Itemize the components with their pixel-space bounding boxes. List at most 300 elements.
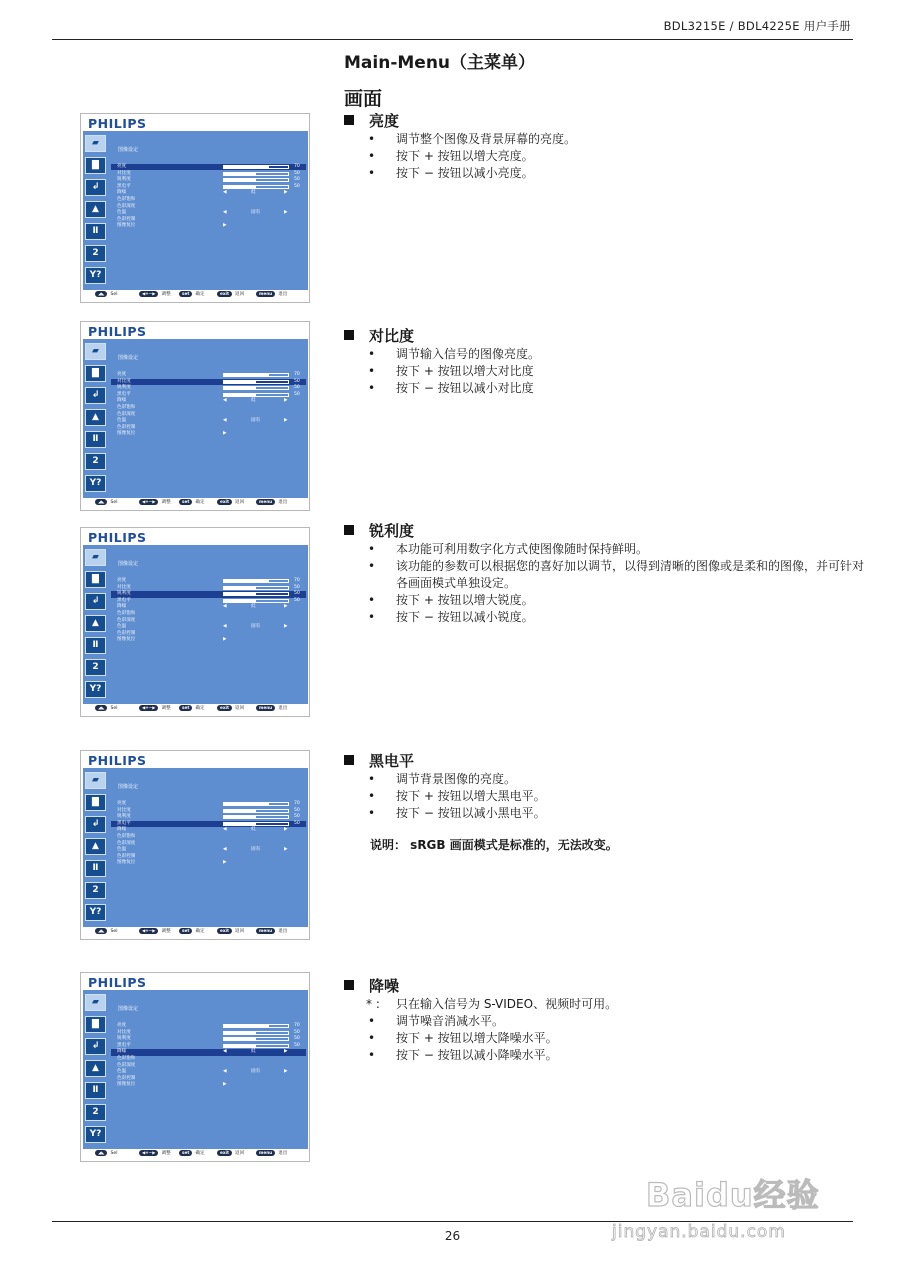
osd-menu-icon[interactable]: ▰	[85, 549, 106, 566]
osd-row[interactable]	[111, 611, 306, 617]
osd-row-label: 锐利度	[117, 814, 131, 820]
osd-panel-title: 图像设定	[118, 784, 139, 790]
osd-row[interactable]	[111, 418, 306, 424]
block-sharpness	[344, 520, 864, 626]
osd-level-fill	[224, 810, 256, 812]
osd-menu-icon[interactable]: ▲	[85, 409, 106, 426]
osd-menu-icon[interactable]: ▰	[85, 994, 106, 1011]
osd-row-label: 降噪	[117, 827, 127, 833]
osd-footer	[81, 497, 309, 509]
arrow-right-icon: ▶	[284, 604, 288, 610]
osd-row-label: 色彩深度	[117, 411, 136, 417]
osd-panel-title: 图像设定	[118, 355, 139, 361]
osd-row-label: 色温	[117, 624, 127, 630]
osd-menu-icon[interactable]: ▲	[85, 838, 106, 855]
list-item: • 按下 − 按钮以减小黑电平。	[344, 805, 864, 822]
block-noise-reduction	[344, 975, 864, 1064]
osd-level-fill	[224, 823, 256, 825]
osd-level-fill	[224, 173, 256, 175]
osd-key-label: 调整	[161, 706, 171, 711]
osd-row-label: 亮度	[117, 1023, 127, 1028]
osd-level-fill	[224, 587, 256, 589]
osd-menu-icon[interactable]: ↲	[85, 593, 106, 610]
osd-footer-key	[179, 705, 205, 711]
osd-level-bar	[223, 165, 289, 169]
osd-row[interactable]	[111, 1063, 306, 1069]
osd-row-label: 色彩控制	[117, 424, 136, 430]
osd-row[interactable]	[111, 171, 306, 177]
osd-key-badge: menu	[256, 705, 275, 711]
osd-key-badge: exit	[217, 928, 232, 934]
osd-menu-icon[interactable]: ▇	[85, 157, 106, 174]
osd-row-label: 黑电平	[117, 183, 131, 189]
osd-menu-icon[interactable]: 2	[85, 659, 106, 676]
osd-level-value: 50	[294, 814, 300, 820]
osd-footer-key	[256, 1150, 287, 1156]
osd-menu-icon[interactable]: Y?	[85, 475, 106, 492]
osd-key-badge: exit	[217, 705, 232, 711]
bullet-square-icon	[344, 525, 354, 535]
osd-level-fill	[224, 166, 269, 168]
arrow-right-icon: ▶	[223, 1082, 227, 1088]
osd-menu-icon[interactable]: ▰	[85, 135, 106, 152]
osd-row-label: 色温	[117, 418, 127, 424]
osd-footer	[81, 289, 309, 301]
arrow-right-icon: ▶	[284, 1049, 288, 1055]
osd-menu-icon[interactable]: Ⅱ	[85, 431, 106, 448]
osd-row-label: 色温	[117, 847, 127, 853]
osd-footer-key	[139, 705, 171, 711]
osd-key-badge: ◀+−▶	[139, 705, 158, 711]
osd-level-bar	[223, 815, 289, 819]
osd-footer-key	[95, 499, 117, 505]
arrow-left-icon: ◀	[223, 1069, 227, 1075]
osd-row[interactable]	[111, 431, 306, 437]
osd-row-label: 色彩饱和	[117, 611, 136, 616]
osd-key-label: 确定	[195, 706, 205, 711]
osd-footer-key	[256, 928, 287, 934]
osd-row-label: 对比度	[117, 807, 131, 813]
osd-panel-title: 图像设定	[118, 1006, 139, 1012]
osd-row[interactable]	[111, 405, 306, 411]
osd-menu-icon[interactable]: Ⅱ	[85, 1082, 106, 1099]
osd-menu-icon[interactable]: 2	[85, 1104, 106, 1121]
osd-choice-value: 低	[251, 398, 256, 404]
osd-key-label: 调整	[161, 1151, 171, 1156]
osd-row[interactable]	[111, 1036, 306, 1042]
osd-level-value: 70	[294, 164, 300, 169]
osd-row-label: 对比度	[117, 584, 131, 590]
osd-level-value: 50	[294, 807, 300, 813]
watermark-logo	[646, 1142, 861, 1220]
arrow-right-icon: ▶	[284, 847, 288, 853]
osd-row[interactable]	[111, 578, 306, 584]
osd-level-bar	[223, 586, 289, 590]
osd-footer-key	[217, 928, 244, 934]
osd-row-label: 色彩控制	[117, 853, 136, 859]
osd-row-label: 降噪	[117, 190, 127, 196]
osd-row-label: 黑电平	[117, 1042, 131, 1048]
osd-row[interactable]	[111, 591, 306, 597]
osd-footer-key	[256, 499, 287, 505]
block-title: 亮度	[369, 111, 400, 130]
osd-row[interactable]	[111, 385, 306, 391]
osd-key-label: 退出	[278, 929, 288, 934]
osd-footer-key	[95, 928, 117, 934]
osd-key-badge: menu	[256, 499, 275, 505]
osd-panel	[108, 131, 308, 290]
osd-choice-value: 固有	[251, 1069, 261, 1075]
osd-row-label: 对比度	[117, 378, 131, 384]
osd-row[interactable]	[111, 217, 306, 223]
block-black-level	[344, 750, 864, 853]
osd-sidebar	[83, 131, 108, 290]
osd-key-label: 返回	[234, 500, 245, 505]
osd-key-badge: ◢◣	[95, 1150, 107, 1156]
osd-level-fill	[224, 1038, 256, 1040]
osd-key-label: 返回	[234, 706, 245, 711]
osd-key-badge: menu	[256, 928, 275, 934]
osd-screenshot	[80, 972, 310, 1162]
osd-row[interactable]	[111, 624, 306, 630]
osd-menu-icon[interactable]: ▰	[85, 343, 106, 360]
arrow-left-icon: ◀	[223, 210, 227, 216]
list-item: • 按下 + 按钮以增大降噪水平。	[344, 1030, 864, 1047]
osd-level-bar	[223, 822, 289, 826]
osd-key-label: Sel	[110, 928, 118, 934]
block-title: 黑电平	[369, 751, 415, 770]
osd-row-label: 对比度	[117, 1029, 131, 1035]
osd-row-label: 图像复位	[117, 223, 136, 229]
osd-menu-icon[interactable]: ▰	[85, 772, 106, 789]
osd-row[interactable]	[111, 1069, 306, 1075]
osd-level-bar	[223, 1044, 289, 1048]
osd-key-badge: ◀+−▶	[139, 1150, 158, 1156]
osd-menu-icon[interactable]: ▲	[85, 615, 106, 632]
osd-key-badge: ◢◣	[95, 499, 107, 505]
osd-level-fill	[224, 803, 269, 805]
osd-row[interactable]	[111, 1030, 306, 1036]
osd-footer-key	[179, 291, 205, 297]
osd-row[interactable]	[111, 379, 306, 385]
osd-key-badge: ◢◣	[95, 291, 107, 297]
osd-row[interactable]	[111, 1043, 306, 1049]
arrow-right-icon: ▶	[284, 418, 288, 424]
osd-key-label: 退出	[278, 500, 288, 505]
osd-row[interactable]	[111, 190, 306, 196]
bullet-square-icon	[344, 980, 354, 990]
list-item: • 按下 − 按钮以减小亮度。	[344, 165, 864, 182]
osd-key-badge: set	[179, 1150, 192, 1156]
bullet-square-icon	[344, 330, 354, 340]
osd-key-badge: set	[179, 499, 192, 505]
osd-row[interactable]	[111, 631, 306, 637]
osd-row-label: 色彩控制	[117, 630, 136, 636]
osd-footer-key	[139, 291, 171, 297]
osd-level-value: 50	[294, 385, 300, 391]
osd-level-fill	[224, 1025, 269, 1027]
osd-level-value: 70	[294, 578, 300, 583]
osd-menu-icon[interactable]: ▇	[85, 1016, 106, 1033]
osd-row[interactable]	[111, 585, 306, 591]
osd-row[interactable]	[111, 808, 306, 814]
osd-menu-icon[interactable]: ▇	[85, 365, 106, 382]
osd-row[interactable]	[111, 801, 306, 807]
philips-logo: PHILIPS	[88, 975, 147, 990]
osd-menu-icon[interactable]: ▲	[85, 1060, 106, 1077]
osd-row[interactable]	[111, 177, 306, 183]
osd-menu-icon[interactable]: 2	[85, 453, 106, 470]
osd-footer-key	[179, 499, 205, 505]
osd-menu-icon[interactable]: ↲	[85, 816, 106, 833]
osd-key-label: 确定	[195, 1151, 205, 1156]
osd-row[interactable]	[111, 841, 306, 847]
osd-row-label: 图像复位	[117, 637, 136, 643]
philips-logo: PHILIPS	[88, 116, 147, 131]
arrow-right-icon: ▶	[284, 398, 288, 404]
list-item: • 按下 − 按钮以减小降噪水平。	[344, 1047, 864, 1064]
osd-choice-value: 固有	[251, 624, 261, 630]
osd-row[interactable]	[111, 372, 306, 378]
osd-menu-icon[interactable]: Y?	[85, 267, 106, 284]
list-item: • 调节输入信号的图像亮度。	[344, 346, 864, 363]
osd-row-label: 锐利度	[117, 385, 131, 391]
osd-row[interactable]	[111, 854, 306, 860]
osd-panel	[108, 545, 308, 704]
arrow-right-icon: ▶	[223, 431, 227, 437]
osd-level-fill	[224, 186, 256, 188]
osd-row[interactable]	[111, 398, 306, 404]
osd-level-bar	[223, 393, 289, 397]
osd-key-badge: set	[179, 928, 192, 934]
osd-footer-key	[256, 705, 287, 711]
osd-level-value: 70	[294, 372, 300, 377]
osd-menu-icon[interactable]: Ⅱ	[85, 860, 106, 877]
osd-level-bar	[223, 599, 289, 603]
block-contrast	[344, 325, 864, 397]
osd-level-value: 50	[294, 170, 300, 176]
osd-level-bar	[223, 579, 289, 583]
osd-menu-icon[interactable]: Y?	[85, 681, 106, 698]
osd-level-fill	[224, 580, 269, 582]
osd-row-label: 色温	[117, 210, 127, 216]
osd-row[interactable]	[111, 598, 306, 604]
osd-footer-key	[217, 705, 244, 711]
osd-row[interactable]	[111, 604, 306, 610]
arrow-left-icon: ◀	[223, 398, 227, 404]
osd-key-badge: exit	[217, 499, 232, 505]
osd-row-label: 锐利度	[117, 591, 131, 597]
osd-choice-value: 低	[251, 827, 256, 833]
osd-row[interactable]	[111, 1082, 306, 1088]
osd-level-fill	[224, 179, 256, 181]
osd-key-label: Sel	[110, 499, 118, 505]
osd-menu-icon[interactable]: 2	[85, 245, 106, 262]
osd-key-label: 调整	[161, 929, 171, 934]
osd-row-label: 色温	[117, 1069, 127, 1075]
osd-key-label: 退出	[278, 292, 288, 297]
osd-row[interactable]	[111, 204, 306, 210]
bullet-square-icon	[344, 755, 354, 765]
osd-level-fill	[224, 381, 256, 383]
osd-key-label: 确定	[195, 292, 205, 297]
osd-row[interactable]	[111, 618, 306, 624]
osd-menu-icon[interactable]: Ⅱ	[85, 223, 106, 240]
osd-level-fill	[224, 1032, 256, 1034]
osd-row-label: 降噪	[117, 604, 127, 610]
osd-row-label: 色彩控制	[117, 1075, 136, 1081]
osd-menu-icon[interactable]: ↲	[85, 1038, 106, 1055]
osd-row-label: 图像复位	[117, 1082, 136, 1088]
osd-row[interactable]	[111, 847, 306, 853]
osd-row-label: 黑电平	[117, 820, 131, 826]
osd-key-label: 确定	[195, 929, 205, 934]
osd-level-bar	[223, 386, 289, 390]
header-text: BDL3215E / BDL4225E 用户手册	[663, 19, 851, 33]
osd-row-label: 色彩深度	[117, 617, 136, 623]
list-item: • 按下 + 按钮以增大对比度	[344, 363, 864, 380]
osd-row-label: 图像复位	[117, 860, 136, 866]
osd-level-fill	[224, 374, 269, 376]
osd-row-label: 亮度	[117, 578, 127, 583]
osd-row-label: 亮度	[117, 801, 127, 806]
osd-level-value: 70	[294, 801, 300, 806]
list-item: • 按下 − 按钮以减小锐度。	[344, 609, 864, 626]
osd-row[interactable]	[111, 197, 306, 203]
osd-row[interactable]	[111, 223, 306, 229]
arrow-left-icon: ◀	[223, 624, 227, 630]
osd-key-label: 确定	[195, 500, 205, 505]
osd-key-label: Sel	[110, 1150, 118, 1156]
osd-level-value: 50	[294, 1029, 300, 1035]
osd-row[interactable]	[111, 425, 306, 431]
bullet-list	[344, 346, 864, 397]
osd-row[interactable]	[111, 210, 306, 216]
osd-row[interactable]	[111, 392, 306, 398]
arrow-right-icon: ▶	[284, 210, 288, 216]
osd-menu-icon[interactable]: ▇	[85, 794, 106, 811]
arrow-left-icon: ◀	[223, 418, 227, 424]
arrow-right-icon: ▶	[223, 223, 227, 229]
osd-key-label: 调整	[161, 292, 171, 297]
osd-level-value: 50	[294, 1042, 300, 1048]
osd-footer-key	[179, 1150, 205, 1156]
osd-menu-icon[interactable]: Ⅱ	[85, 637, 106, 654]
arrow-right-icon: ▶	[284, 1069, 288, 1075]
list-item: • 按下 + 按钮以增大黑电平。	[344, 788, 864, 805]
osd-key-badge: ◀+−▶	[139, 291, 158, 297]
bullet-list	[344, 996, 864, 1064]
arrow-right-icon: ▶	[284, 827, 288, 833]
osd-row[interactable]	[111, 637, 306, 643]
osd-row[interactable]	[111, 1076, 306, 1082]
osd-row-label: 对比度	[117, 170, 131, 176]
osd-row[interactable]	[111, 184, 306, 190]
osd-row-label: 色彩深度	[117, 1062, 136, 1068]
arrow-right-icon: ▶	[284, 624, 288, 630]
list-item: • 按下 − 按钮以减小对比度	[344, 380, 864, 397]
osd-level-bar	[223, 809, 289, 813]
osd-row[interactable]	[111, 1049, 306, 1055]
arrow-right-icon: ▶	[284, 190, 288, 196]
osd-menu-icon[interactable]: ↲	[85, 179, 106, 196]
osd-row[interactable]	[111, 164, 306, 170]
osd-key-badge: ◀+−▶	[139, 499, 158, 505]
osd-row[interactable]	[111, 834, 306, 840]
osd-level-fill	[224, 1045, 256, 1047]
osd-key-badge: set	[179, 291, 192, 297]
osd-row-label: 亮度	[117, 372, 127, 377]
philips-logo: PHILIPS	[88, 530, 147, 545]
osd-row-label: 色彩饱和	[117, 834, 136, 839]
bullet-list	[344, 771, 864, 822]
osd-menu-icon[interactable]: ▇	[85, 571, 106, 588]
osd-choice-value: 低	[251, 1049, 256, 1055]
osd-menu-icon[interactable]: Y?	[85, 904, 106, 921]
list-item: • 调节整个图像及背景屏幕的亮度。	[344, 131, 864, 148]
osd-level-value: 70	[294, 1023, 300, 1028]
osd-choice-value: 固有	[251, 847, 261, 853]
osd-level-value: 50	[294, 820, 300, 826]
osd-level-bar	[223, 373, 289, 377]
bullet-list	[344, 541, 864, 626]
osd-footer	[81, 926, 309, 938]
osd-level-value: 50	[294, 591, 300, 597]
osd-panel-title: 图像设定	[118, 561, 139, 567]
watermark-url: jingyan.baidu.com	[612, 1222, 786, 1242]
osd-row[interactable]	[111, 860, 306, 866]
osd-menu-icon[interactable]: Y?	[85, 1126, 106, 1143]
osd-row[interactable]	[111, 814, 306, 820]
osd-row[interactable]	[111, 412, 306, 418]
osd-level-bar	[223, 1024, 289, 1028]
osd-key-badge: set	[179, 705, 192, 711]
osd-key-badge: menu	[256, 1150, 275, 1156]
list-item: • 本功能可利用数字化方式使图像随时保持鲜明。	[344, 541, 864, 558]
osd-row-label: 色彩控制	[117, 216, 136, 222]
osd-row[interactable]	[111, 1023, 306, 1029]
osd-level-fill	[224, 600, 256, 602]
osd-row-label: 亮度	[117, 164, 127, 169]
osd-screenshot	[80, 113, 310, 303]
osd-key-badge: exit	[217, 1150, 232, 1156]
osd-footer-key	[95, 1150, 117, 1156]
osd-row[interactable]	[111, 1056, 306, 1062]
osd-footer-key	[217, 499, 244, 505]
list-item: • 该功能的参数可以根据您的喜好加以调节，以得到清晰的图像或是柔和的图像，并可针对各画面模式单独设定。	[344, 558, 864, 592]
osd-level-bar	[223, 592, 289, 596]
osd-row-label: 降噪	[117, 398, 127, 404]
page-title: Main-Menu（主菜单）	[344, 53, 536, 73]
osd-key-badge: exit	[217, 291, 232, 297]
osd-row-label: 色彩饱和	[117, 1056, 136, 1061]
osd-level-bar	[223, 172, 289, 176]
osd-level-bar	[223, 802, 289, 806]
osd-key-label: 返回	[234, 929, 245, 934]
osd-panel	[108, 339, 308, 498]
osd-menu-icon[interactable]: ▲	[85, 201, 106, 218]
osd-menu-icon[interactable]: ↲	[85, 387, 106, 404]
osd-row[interactable]	[111, 827, 306, 833]
osd-menu-icon[interactable]: 2	[85, 882, 106, 899]
osd-row[interactable]	[111, 821, 306, 827]
arrow-left-icon: ◀	[223, 847, 227, 853]
osd-sidebar	[83, 990, 108, 1149]
osd-key-label: 返回	[234, 292, 245, 297]
osd-key-label: 退出	[278, 706, 288, 711]
note-text: 说明： sRGB 画面模式是标准的，无法改变。	[370, 838, 618, 852]
osd-level-value: 50	[294, 378, 300, 384]
